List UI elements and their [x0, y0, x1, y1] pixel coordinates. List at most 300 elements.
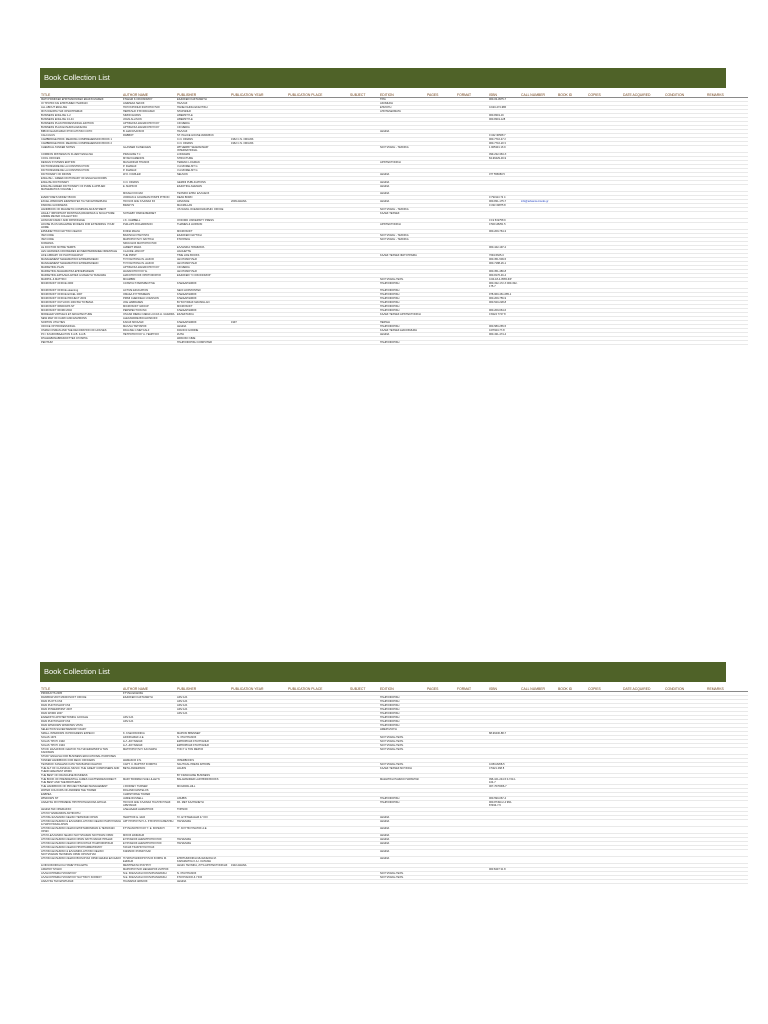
table-cell: ΔΙΑΚΟΠΟΥΛΟΣ ΧΡΙΣΤΟΦΟΡΟΣ: [122, 274, 176, 278]
table-cell: 077 556683 5: [488, 173, 520, 177]
table-cell: [426, 801, 456, 808]
table-cell: WATER COLOURS OF ANDREW THE TOWER: [40, 789, 122, 793]
table-cell: CD MEDIA: [176, 266, 230, 270]
table-cell: [176, 212, 230, 219]
table-cell: [426, 850, 456, 857]
table-cell: [456, 185, 488, 192]
table-cell: BUSINESS ENGLISH 13-44: [40, 118, 122, 122]
table-cell: ΑΘ.ΣΤΑΜΟΥΛΗΣ: [176, 262, 230, 266]
column-header: PAGES: [426, 682, 456, 692]
table-cell: [664, 850, 706, 857]
table-cell: 960-580-265-5: [488, 325, 520, 329]
table-cell: ΑΘΗΝΑ ΤΗΣ ΟΡΕΣΙΑΣΣΟ: [40, 808, 122, 812]
table-cell: ΑΘ.ΣΤΑΜΟΥΛΗΣ: [176, 258, 230, 262]
table-cell: [622, 827, 664, 834]
table-cell: PENTIUM: [40, 341, 122, 345]
table-cell: ΑΘΗΝΑ: [379, 173, 426, 177]
table-row: [40, 282, 748, 289]
table-cell: ΠΛΗΡΟΦΟΡΙΚΗ: [379, 305, 426, 309]
table-cell: SELECTION SILVER MEMORY DIARY: [40, 728, 122, 732]
table-cell: MACMILLAN: [176, 204, 230, 208]
table-cell: [230, 223, 287, 230]
table-cell: MICROSOFT OFFICE PROJECT 2003: [40, 297, 122, 301]
table-cell: [664, 212, 706, 219]
table-cell: [557, 850, 587, 857]
table-cell: [622, 146, 664, 153]
table-cell: RAIN PLOTS CS3: [40, 700, 122, 704]
table-cell: ΤΕΧΝΙΚΟ ΕΠΙΜ. ΕΛΛΑΔΟΣ: [176, 192, 230, 196]
table-cell: TIME LIFE BOOKS: [176, 254, 230, 258]
table-cell: NELSON: [176, 173, 230, 177]
table-cell: [520, 748, 557, 755]
table-cell: [287, 212, 349, 219]
table-cell: ΒΑΣΙΛΙΚΗ ΝΤΑΟΥΝΤΑ: [122, 234, 176, 238]
table-cell: Ν.Ε. ΣΚΕΛΛΑΚΗ ΣΟΧΛΟΠΑΝΑΡΑΚΗ: [122, 876, 176, 880]
table-cell: NAUTICAL PRESS ΙΜΠΟΡΕ: [176, 763, 230, 767]
table-cell: 960 8437 31 8: [488, 868, 520, 872]
table-cell: [230, 857, 287, 864]
table-cell: 1962 C.N. ORIANS: [230, 142, 287, 146]
table-cell: ADVANCE: [176, 200, 230, 204]
table-cell: ΠΕΡΙΚΛΗΣ ΣΤΑΥΡΑΚΑΚΗΣ: [122, 110, 176, 114]
table-cell: ΝΑΥΤΙΛΙΑΚΗ-ΤΕΧΝ.: [379, 278, 426, 282]
table-cell: [456, 748, 488, 755]
table-cell: OXFORD UNIVERSITY PRESS: [176, 219, 230, 223]
table-cell: [622, 767, 664, 774]
table-cell: ΠΛΗΡΟΦΟΡΙΚΗ: [379, 708, 426, 712]
table-cell: [488, 341, 520, 345]
table-cell: 7694-5625-3: [488, 254, 520, 258]
table-cell: ΚΑΛΕΣ ΤΕΧΝΕΣ ΔΙΑΚΟΣΜΗΣΗ: [379, 329, 426, 333]
table-cell: ΣΟΦΙΑ ΜΑΪΛΗ: [122, 230, 176, 234]
table-cell: [349, 801, 379, 808]
sheet-page-1: [40, 68, 726, 345]
table-cell: [622, 748, 664, 755]
table-row: [40, 767, 748, 774]
table-cell: ΕΑΒΡΕΑ: [40, 793, 122, 797]
table-cell: ALL ABOUT ENGLISH: [40, 106, 122, 110]
table-cell: 1997: [230, 321, 287, 325]
table-cell: PHILLIPS RICHARDSON: [122, 223, 176, 230]
table-cell: [587, 146, 622, 153]
table-cell: [287, 748, 349, 755]
table-cell: [587, 820, 622, 827]
table-cell: V.A MORELIST G: [176, 169, 230, 173]
table-cell: Δ.Λ. ΔΟΥΝΑΚΗΣ: [122, 744, 176, 748]
table-cell: 960-209-764-3: [488, 230, 520, 234]
table-cell: [349, 185, 379, 192]
table-cell: ΕΜΠΟΡΙΚΗΣ ΣΤΑΥΡΙΑΝΗΣ: [176, 740, 230, 744]
table-cell: 960-7188-26-1: [488, 262, 520, 266]
sheet-page-2: [40, 662, 726, 884]
table-cell: ΕΥΣΤΑΘΙΟΣ ΔΗΜΗΤΡΟΠΟΥΛΟΣ: [122, 842, 176, 846]
column-header: CALL NUMBER: [520, 682, 557, 692]
table-cell: CD MEDIA: [176, 122, 230, 126]
table-cell: ΒΙΒΛΙΟ ΕΞΑΣΚΗΣΗΣ ΣΤΟΝ ΑΓΓΛΙΚΟ ΛΟΓΟ: [40, 130, 122, 134]
table-cell: 1 905331 16 9: [488, 146, 520, 153]
table-cell: FINDING GOODNESS: [40, 204, 122, 208]
table-cell: ΠΛΗΡΟΦΟΡΙΚΗ: [379, 301, 426, 305]
table-cell: RAINBOW 2007 MICROSOFT OFFICE: [40, 696, 122, 700]
table-cell: ΠΛΗΡΟΦΟΡΙΚΗ: [379, 341, 426, 345]
table-cell: Π.ΠΑΠΑΓΙΑΝΝΟΠΟΥΛΟΣ ΣΟΦΡΗ Μ. ΕΙΔΙΚΗΣ: [122, 857, 176, 864]
table-cell: [520, 341, 557, 345]
table-cell: ΜΑΡΙΟΠΟΥΛΟΣ ΘΕΟΔΩΡΟΣ ΖΗΤΡΟΣ: [122, 868, 176, 872]
table-cell: ΠΕΙΡΑΙΑ: [379, 321, 426, 325]
table-cell: ΜΑΛΙΑΣΦΗΣ ΤΡΑΝΟΣ: [122, 161, 176, 165]
table-cell: MICROSOFT: [176, 305, 230, 309]
table-cell: RAIN PHOTOSHOP CS3: [40, 720, 122, 724]
table-cell: ANUBIS: [176, 797, 230, 801]
table-cell: PRODUCTS 2005: [40, 692, 122, 696]
table-cell: [176, 850, 230, 857]
table-cell: ΑΘΗΝΑ: [176, 325, 230, 329]
table-cell: 960-351-480-8: [488, 270, 520, 274]
table-cell: COOL OFFICES: [40, 157, 122, 161]
table-cell: [587, 850, 622, 857]
table-cell: MICROSOFT WORD 2002: [40, 309, 122, 313]
table-cell: [622, 801, 664, 808]
table-cell: ALBERT MARA: [122, 246, 176, 250]
table-cell: [557, 185, 587, 192]
table-cell: NEW MAP OF KAIRO AND ENVIRONS: [40, 317, 122, 321]
table-cell: THE PRINT: [122, 254, 176, 258]
table-cell: ADV.A.R.: [176, 708, 230, 712]
table-cell: ΑΛΛΗΛΟΓΡΑΦΙΑ ΠΛΟΙΑΡΧΟΥ ΝΑΥΤΙΚΟΥ ΚΟΣΜΟΥ: [40, 876, 122, 880]
table-cell: DICTIONNAIRE DE LA CONSTRUCTION: [40, 169, 122, 173]
table-cell: ΕΝΑΕΣΣΤΟ ΑΡΧΙΤΕΚΤΟΝΙΚΗ GOOGLE: [40, 716, 122, 720]
table-cell: RABBOT: [122, 134, 176, 138]
column-header: PUBLISHER: [176, 88, 230, 98]
table-cell: [456, 212, 488, 219]
table-cell: [520, 801, 557, 808]
table-cell: RAIN POWERPOINT 2007: [40, 708, 122, 712]
table-cell: HONOUR FAMILY AND PATRONAGE: [40, 219, 122, 223]
table-cell: [557, 778, 587, 785]
table-cell: SOLAS ΤΡΟΠ. 1994: [40, 744, 122, 748]
sheet-title: Book Collection List: [40, 662, 726, 682]
table-cell: ΠΑΛΛΑΣ: [176, 130, 230, 134]
table-cell: MARY BORMAN SUE LILLEYN: [122, 778, 176, 785]
table-cell: [706, 820, 748, 827]
table-cell: ΑΘΗΝΑ: [379, 333, 426, 337]
table-cell: [622, 850, 664, 857]
table-cell: ΑΘ.ΣΤΑΜΟΥΛΗΣ: [176, 270, 230, 274]
table-cell: [230, 212, 287, 219]
table-row: [40, 801, 748, 808]
table-cell: [706, 767, 748, 774]
table-cell: [287, 282, 349, 289]
table-cell: COMMON MISTAKES IN FLUENT ENGLISH: [40, 153, 122, 157]
table-cell: [664, 880, 706, 884]
column-header: PUBLICATION PLACE: [287, 682, 349, 692]
book-table: [40, 682, 748, 884]
table-cell: [706, 801, 748, 808]
table-cell: [557, 767, 587, 774]
table-cell: ΑΘΗΝΑ: [379, 838, 426, 842]
table-cell: ΕΚΔΟΣΕΙΣ ΝΑΥΤΙΚΗ: [176, 234, 230, 238]
table-cell: LIFE LIBRARY OF PHOTOGRAPHY: [40, 254, 122, 258]
table-cell: [456, 767, 488, 774]
table-cell: 0 333 33875 8: [488, 204, 520, 208]
table-cell: ΑΘΗΝΑ: [379, 200, 426, 204]
table-cell: MARPOL & MATTIKO: [40, 278, 122, 282]
table-cell: [349, 748, 379, 755]
table-cell: Β. ΔΙΑΣΟΛΑΣΚΟΣ: [122, 130, 176, 134]
table-cell: [426, 778, 456, 785]
table-cell: ΑΡΧΙΤΕΚΤΟΝΙΚΗ: [379, 161, 426, 165]
table-row: [40, 880, 748, 884]
table-cell: MCAMBIN: [122, 278, 176, 282]
table-cell: 960-8319-16: [488, 114, 520, 118]
table-row: [40, 748, 748, 755]
table-cell: [557, 341, 587, 345]
table-cell: THE BOOK OF PRESIDENTIAL JAMES CHATTENDEN DIRECT: THE BEST AND THE BROTHERS: [40, 778, 122, 785]
table-cell: [664, 778, 706, 785]
table-cell: [520, 820, 557, 827]
table-cell: ΤΡΙΑ: [379, 98, 426, 102]
sheet-title: Book Collection List: [40, 68, 726, 88]
table-cell: ΠΛΗΡΟΦΟΡΙΚΗ: [379, 289, 426, 293]
table-cell: [488, 880, 520, 884]
table-cell: ΜΙΧΑΗΛ ΚΟΛΙΑΣ: [122, 192, 176, 196]
email-link[interactable]: info@advance-books.gr: [521, 200, 549, 203]
table-cell: [706, 778, 748, 785]
table-cell: ΜΑΘΗΤΙΚΗ ΠΑΙΔΙΚΟ ΠΑΡΑΜΥΘΙ: [379, 778, 426, 785]
column-header: CALL NUMBER: [520, 88, 557, 98]
table-cell: ADV.A.R.: [122, 720, 176, 724]
table-cell: [287, 146, 349, 153]
table-cell: [426, 282, 456, 289]
table-cell: ADV.A.R.: [176, 712, 230, 716]
table-cell: Ν.Ε. ΣΚΕΛΛΑΚΗ ΣΟΧΛΟΠΑΝΑΡΑΚΗ: [122, 872, 176, 876]
table-cell: ΚΑΛΕΣ ΤΕΧΝΕΣ ΑΡΧΙΤΕΚΤΟΝΙΚΗ: [379, 313, 426, 317]
table-cell: [520, 767, 557, 774]
table-cell: [456, 223, 488, 230]
table-cell: ΖΗΤΗ: [176, 333, 230, 337]
table-cell: Κ. ΚΛΕΟΣΚΟΝΙΚΑ: [122, 732, 176, 736]
table-cell: ΕΥΣΤΑΘΙΟΣ ΔΗΜΗΤΡΟΠΟΥΛΟΣ: [122, 838, 176, 842]
table-cell: 84-96429-30-9: [488, 157, 520, 161]
table-cell: STUDY ENGLISH FOR BUSINESS EDUCATIONAL PURPOSES: [40, 755, 122, 759]
column-header: CONDITION: [664, 88, 706, 98]
table-cell: [349, 212, 379, 219]
table-cell: 0 793114 72 4: [488, 196, 520, 200]
table-cell: BALAMANDER LADYBIRD BOOKS: [176, 778, 230, 785]
table-cell: PAULINE C.METCALF: [122, 329, 176, 333]
column-header: SUBJECT: [349, 682, 379, 692]
table-cell: ΠΑΠΑΖΗΣΗ: [176, 820, 230, 827]
table-cell: C.N. ORIANS: [176, 138, 230, 142]
column-header: DATE ACQUIRED: [622, 682, 664, 692]
table-cell: [287, 880, 349, 884]
table-cell: ΕΚΔΟΣΕΙΣ "Ο ΟΙΚΟΝΟΜΟΣ": [176, 274, 230, 278]
table-cell: [456, 820, 488, 827]
table-cell: HOUSE PLUS MAGAZINE 99 IDEAS FOR EXTENDING YOUR HOME: [40, 223, 122, 230]
table-cell: [349, 341, 379, 345]
table-cell: 960-351-509-5: [488, 258, 520, 262]
table-cell: ΜΑΛΛΙΑ ΤΑΡΤΑΡΟΣ: [122, 325, 176, 329]
table-cell: [122, 341, 176, 345]
table-cell: 0-620-474-986: [488, 106, 520, 110]
table-row: [40, 341, 748, 345]
table-cell: [230, 801, 287, 808]
table-cell: ΠΛΗΡΟΦΟΡΙΚΗ: [379, 282, 426, 289]
table-cell: MODELED VIRTUELS ET ARCHITECTURE: [40, 313, 122, 317]
table-cell: ΜΑΡΙΟΠΟΥΛΟΥ ΝΑΥΤΙΚΗ: [122, 238, 176, 242]
table-cell: ΤΟΥΧΑΝΤΟΝΑΙ Ν. ΔΑΣΟΣ: [122, 262, 176, 266]
table-cell: [287, 767, 349, 774]
table-cell: ΕΠΙΣΤΗΜΟΝΙΚΗ ΜΗ ΕΚΔΟΣΗ Μ. ΚΑΡΑΜΗΤΣΑ Χ.Α.Ι. ΚΑΤΑΝΙΑ: [176, 857, 230, 864]
table-cell: ΠΛΗΡΟΦΟΡΙΚΗ: [379, 700, 426, 704]
column-header: COPIES: [587, 682, 622, 692]
table-cell: DAVID R.GODINE: [176, 329, 230, 333]
table-cell: [664, 185, 706, 192]
table-cell: SOTHEBY PARKE BERNET: [122, 212, 176, 219]
table-cell: CAMBRIDGE PROF. READING COMPREHENSION BOOK 2: [40, 142, 122, 146]
table-cell: BETH ANDERSON: [122, 767, 176, 774]
table-cell: THE HANDBOOK OF PROJECT BASED MANAGEMENT: [40, 785, 122, 789]
table-cell: CD MEDIA: [176, 126, 230, 130]
table-cell: ΜΗΤΡΟΠΟΥΛΟΥ ΚΑΛΛΙΩΡΗ: [122, 748, 176, 755]
table-cell: 2009 ΑΘΗΝΑ: [230, 200, 287, 204]
table-cell: PC / ΣΛΑΣΣΟΒΑΔΑ ΡΟΝ Σ.Α.Β. & Α.Β.: [40, 333, 122, 337]
table-cell: ΑΡΧΙΤΕΚΤΟΝΙΚΗ: [379, 223, 426, 230]
table-cell: [456, 282, 488, 289]
table-cell: MCGRAW-HILL: [176, 785, 230, 789]
table-cell: [664, 748, 706, 755]
table-cell: ΣΤΑΥΡΑΚΗ: [176, 238, 230, 242]
table-cell: Ν. ΣΤΑΥΡΙΑΝΟΣ: [176, 872, 230, 876]
table-cell: ΠΛΗΡΟΦΟΡΙΚΗ: [379, 720, 426, 724]
column-header: PUBLICATION YEAR: [230, 88, 287, 98]
table-cell: MYAM KAMENOS: [122, 157, 176, 161]
table-cell: [349, 850, 379, 857]
table-cell: [456, 341, 488, 345]
column-header: DATE ACQUIRED: [622, 88, 664, 98]
table-cell: ΠΑΥΛΟΣ ΑΝΗ ΚΛΑΙΝΑΣ ΣΣ: [122, 200, 176, 204]
table-cell: [456, 827, 488, 834]
table-cell: ALEXANDRE BOCHOSKOFF: [122, 317, 176, 321]
table-cell: HANDBOOK OF MAGNETIC COMPASS ADJUSTMENT: [40, 208, 122, 212]
table-cell: [520, 282, 557, 289]
table-cell: [706, 850, 748, 857]
table-cell: ΦΥΛΛΟΔΟΡΙΑ ΤΗΣ ΟΡΘΟΓΡΑΦΙΑΣ: [40, 110, 122, 114]
table-cell: RAIN PHOTOSHOP CS3: [40, 704, 122, 708]
table-cell: 0 8224 7747 8: [488, 313, 520, 317]
table-cell: ADV.A.R.: [122, 716, 176, 720]
table-cell: ΑΘΗΝΑ: [176, 880, 230, 884]
table-cell: ΑΘΗΝΑ: [379, 850, 426, 857]
table-cell: CATAPULT PERSPECTIVE: [122, 282, 176, 289]
table-cell: [349, 857, 379, 864]
table-cell: [557, 146, 587, 153]
table-cell: OFFICE XP PROFESSIONAL: [40, 325, 122, 329]
table-cell: [349, 767, 379, 774]
table-cell: [664, 146, 706, 153]
table-cell: [706, 223, 748, 230]
table-row: [40, 820, 748, 827]
table-cell: WINDOWS NT: [40, 797, 122, 801]
table-cell: [557, 212, 587, 219]
table-cell: [230, 880, 287, 884]
table-cell: ΠΛΗΡΟΦΟΡΙΚΗ: [379, 716, 426, 720]
table-cell: ΚΛΕΙΔΑΡΙΘΜΟΣ: [176, 293, 230, 297]
table-cell: ΝΑΥΤΙΛΙΑΚΗ-ΤΕΧΝ.: [379, 744, 426, 748]
table-cell: 1932 ΑΘΗΝΑ: [230, 864, 287, 868]
table-cell: ΕΚΔΟΣΕΙΣ ΚΑΣΤΑΝΙΩΤΗ: [176, 98, 230, 102]
table-cell: [488, 212, 520, 219]
table-cell: ΑΡΤΙΣΗΣΚΑ ΘΑΝΑΣΟΠΟΥΛΟΥ: [122, 122, 176, 126]
table-cell: ΠΑΝΕΛΛΗΝΙΑ ΕΚΔΟΤΙΚΗ: [176, 106, 230, 110]
table-cell: LIBERSTYLE: [176, 114, 230, 118]
table-cell: 960-7716-20 3: [488, 142, 520, 146]
table-cell: ΝΑΥΤΙΛΙΑΚΗ - ΤΕΧΝΙΚΑ: [379, 238, 426, 242]
table-cell: ΑΘΗΝΑ: [379, 816, 426, 820]
table-cell: ΠΛΗΡΟΦΟΡΙΚΗ: [379, 696, 426, 700]
table-cell: ΜΕΝΤΡΕΑΤΗ ΣΤΑΥΡΟΥ: [122, 864, 176, 868]
table-cell: [230, 850, 287, 857]
table-cell: [426, 827, 456, 834]
table-cell: ΑΙΣΩΠΟΥ ΜΥΘΟΙ: [40, 868, 122, 872]
table-cell: [287, 850, 349, 857]
table-cell: MICROSOFT OFFICE elearning: [40, 289, 122, 293]
table-cell: ΑΘΗΝΑ: [379, 827, 426, 834]
table-cell: BRADY'S: [122, 204, 176, 208]
table-cell: Δ.Λ. ΔΟΥΝΑΚΗΣ: [122, 740, 176, 744]
table-cell: V.A MORELIST G: [176, 165, 230, 169]
table-cell: ΠΛΗΡΟΦΟΡΙΚΗ: [379, 309, 426, 313]
table-cell: RAIN WINDOWS WINDOWS VISTA: [40, 724, 122, 728]
table-cell: [706, 146, 748, 153]
table-cell: [587, 223, 622, 230]
column-header: PUBLISHER: [176, 682, 230, 692]
table-cell: ΠΑΠΑΖΗΣΗ: [176, 842, 230, 846]
table-cell: THE ALT OF CLASSICAL MUSIC: THE GREAT COMPOSERS AND THEIR GREATEST WORK: [40, 767, 122, 774]
column-header: CONDITION: [664, 682, 706, 692]
table-cell: DEAN BORN: [176, 196, 230, 200]
table-cell: 960-831-175-7: [488, 200, 520, 204]
table-cell: ΕΛΛΗΝΙΚΑ ΓΡΑΜΜΑΤΑ: [176, 246, 230, 250]
table-cell: PRIMI CHEFFIELD JOHNSON: [122, 297, 176, 301]
table-cell: [230, 146, 287, 153]
table-cell: [587, 748, 622, 755]
table-cell: ΑΝΔΡΕΑΣ ΛΕΚΟΣ: [122, 102, 176, 106]
table-cell: C.N. ORIANS: [176, 142, 230, 146]
table-cell: MICROSOFT GROUP: [122, 305, 176, 309]
table-cell: JORDAN & GOLDMAN ΡΟΜΠΙ ΡΙΤΣΟΝ: [122, 196, 176, 200]
table-cell: ΠΑΛΛΑΣ: [176, 102, 230, 106]
table-cell: [520, 146, 557, 153]
table-cell: US NAVAL OCEANOGRAPHIC OFFICE: [176, 208, 230, 212]
table-cell: ΚΑΛΕΣ ΤΕΧΝΕΣ: [379, 212, 426, 219]
table-cell: MANAGEMENT ΜΑΘΗΜΑΤΙΚΟΙ ΕΠΙΧΕΙΡΗΣΕΩΝ: [40, 258, 122, 262]
table-cell: ΘΑΝΑΣΟΠΟΥΛΟΥ Ε.: [122, 270, 176, 274]
table-cell: ΤΟΝ Γ & ΤΟΝ ΜΕΡΟΣ: [176, 748, 230, 755]
table-cell: BUSINESS PLAN PROFESSIONAL EDITION: [40, 122, 122, 126]
table-cell: [587, 801, 622, 808]
table-cell: [557, 801, 587, 808]
table-cell: ACTIVE EDUCATION: [122, 289, 176, 293]
table-cell: [587, 282, 622, 289]
table-cell: [488, 857, 520, 864]
column-header: TITLE: [40, 88, 122, 98]
table-cell: ΕΚΔΟΣΕΙΣ ΚΑΣΤΑΝΙΩΤΗ: [122, 696, 176, 700]
table-cell: [557, 282, 587, 289]
table-cell: ΑΚΟΜΗΣΗ: [379, 102, 426, 106]
table-cell: ΘΩΜΑΚΟΣ Ζ.Ν.: [122, 759, 176, 763]
table-cell: 88-96430-88-7: [488, 732, 520, 736]
